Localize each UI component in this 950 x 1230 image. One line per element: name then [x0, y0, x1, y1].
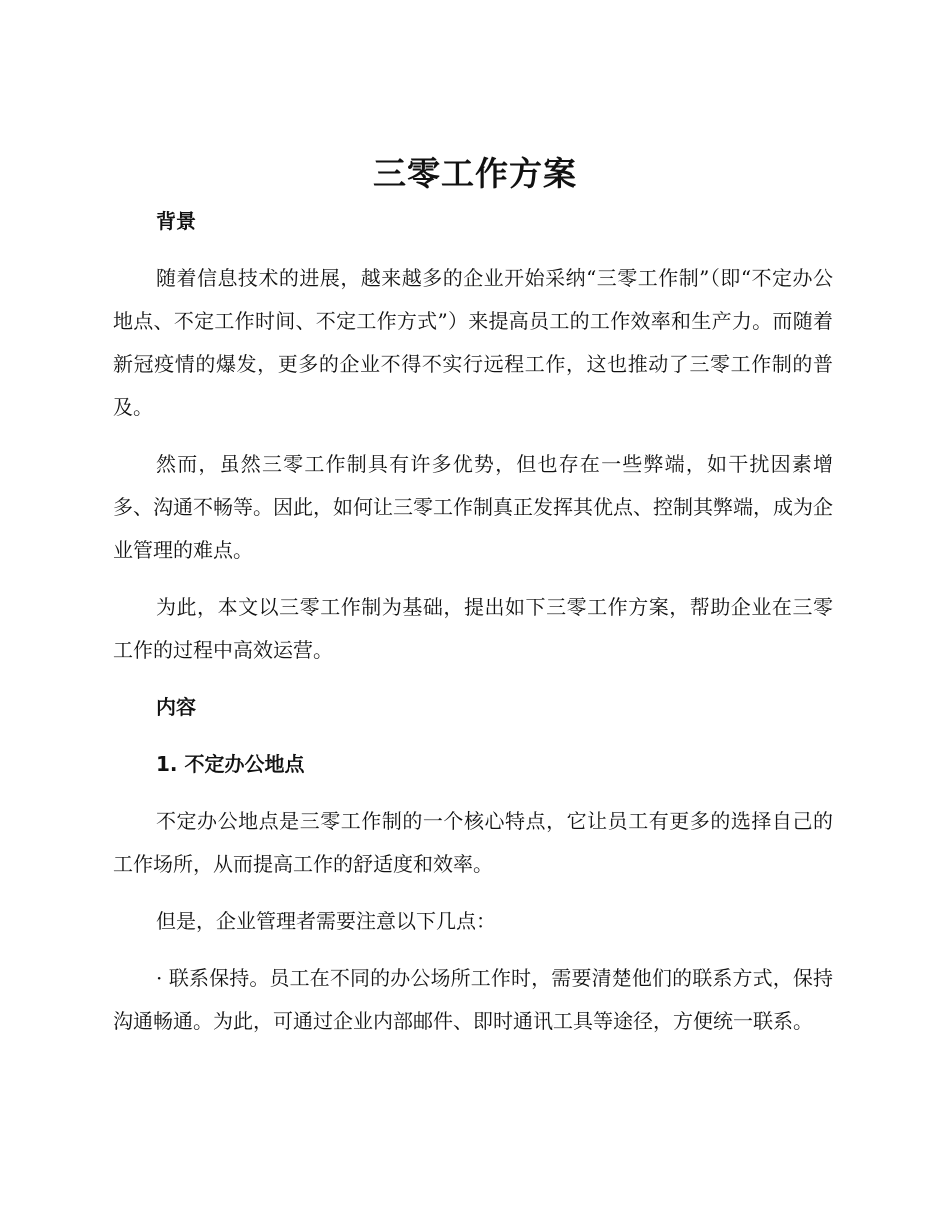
- section-heading-background: 背景: [156, 209, 196, 233]
- document-title: 三零工作方案: [373, 154, 577, 193]
- item1-paragraph-2: 但是，企业管理者需要注意以下几点：: [156, 909, 496, 933]
- item1-bullet-1: · 联系保持。员工在不同的办公场所工作时，需要清楚他们的联系方式，保持沟通畅通。为此，可通过企业内部邮件、即时通讯工具等途径，方便统一联系。: [113, 966, 833, 1033]
- background-paragraph-3: 为此，本文以三零工作制为基础，提出如下三零工作方案，帮助企业在三零工作的过程中高效运营。: [113, 595, 833, 662]
- background-paragraph-1: 随着信息技术的进展，越来越多的企业开始采纳“三零工作制”（即“不定办公地点、不定工作时间、不定工作方式”）来提高员工的工作效率和生产力。而随着新冠疫情的爆发，更多的企业不得不实行远程工作，这也推动了三零工作制的普及。: [113, 266, 833, 419]
- document-body: [113, 200, 833, 1057]
- background-paragraph-2: 然而，虽然三零工作制具有许多优势，但也存在一些弊端，如干扰因素增多、沟通不畅等。因此，如何让三零工作制真正发挥其优点、控制其弊端，成为企业管理的难点。: [113, 452, 833, 562]
- section-heading-content: 内容: [156, 695, 196, 719]
- item1-paragraph-1: 不定办公地点是三零工作制的一个核心特点，它让员工有更多的选择自己的工作场所，从而提高工作的舒适度和效率。: [113, 809, 833, 876]
- subheading-item-1: 1. 不定办公地点: [156, 752, 305, 776]
